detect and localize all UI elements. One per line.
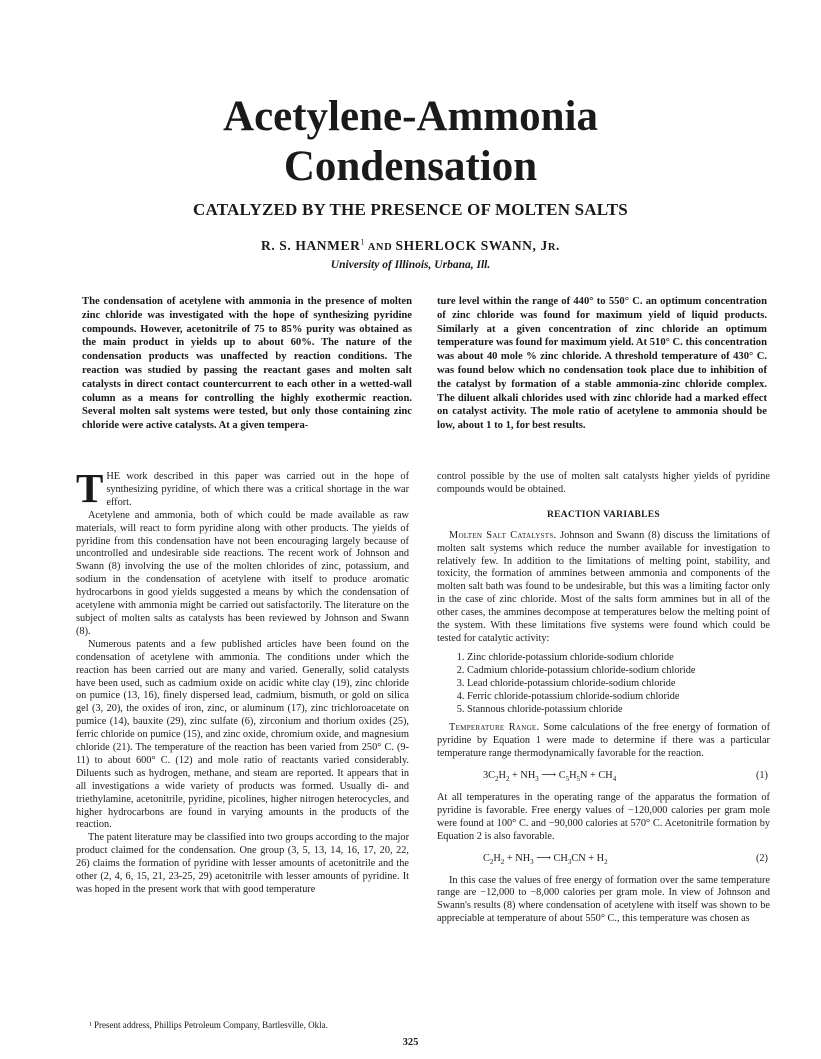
paragraph: At all temperatures in the operating range of the apparatus the formation of pyridine is favorable. Free energy values of −120,000 calories per gram mole were found at 100° C. and −90,000 calories at 570° C. Acetonitrile formation by Equation 2 is also favorable. <box>437 792 770 842</box>
list-item: 1. Zinc chloride-potassium chloride-sodium chloride <box>467 652 770 665</box>
equation-body: $C_2H_2 + NH_3$ ⟶ $CH_3CN + H_2$ <box>483 852 608 866</box>
abstract-left: The condensation of acetylene with ammonia in the presence of molten zinc chloride was investigated with the hope of synthesizing pyridine compounds. However, acetonitrile of 75 to 85% purity was obtained as the main product in yields up to about 60%. The nature of the condensation products was unaffected by reaction conditions. The reaction was studied by passing the reactant gases and molten salt catalysts in direct contact countercurrent to each other in a wetted-wall column as a means for controlling the highly exothermic reaction. Several molten salt systems were tested, but only those containing zinc chloride were active catalysts. At a given tempera- <box>82 296 412 432</box>
page-number: 325 <box>402 1037 419 1048</box>
author-2: SHERLOCK SWANN, J <box>395 238 548 253</box>
footnote-mark: 1 <box>360 237 366 247</box>
list-item: 4. Ferric chloride-potassium chloride-sodium chloride <box>467 691 770 704</box>
equation-body: $3C_2H_2 + NH_3$ ⟶ $C_5H_5N + CH_4$ <box>483 770 617 784</box>
footnote: ¹ Present address, Phillips Petroleum Company, Bartlesville, Okla. <box>89 1020 328 1030</box>
title-line-1: Acetylene-Ammonia <box>223 93 598 140</box>
drop-cap: T <box>76 465 104 511</box>
run-in-heading: Temperature Range. <box>449 722 540 734</box>
list-item: 5. Stannous chloride-potassium chloride <box>467 704 770 717</box>
author-2-end: . <box>556 238 561 253</box>
paragraph <box>76 465 409 511</box>
authors-and: AND <box>365 242 396 253</box>
affiliation: University of Illinois, Urbana, Ill. <box>330 259 491 271</box>
paragraph <box>437 722 770 761</box>
equation-number: (1) <box>755 770 768 782</box>
equation-2 <box>437 853 770 866</box>
body-column-left <box>76 465 409 897</box>
author-1-name: HANMER <box>295 238 361 253</box>
authors <box>0 238 821 254</box>
catalyst-list <box>437 652 770 717</box>
title-line-2: Condensation <box>283 143 538 190</box>
author-2-suffix: R <box>547 242 557 253</box>
author-1-initials: R. S. <box>260 238 296 253</box>
body-column-right <box>437 471 770 926</box>
paragraph <box>437 530 770 646</box>
run-in-heading: Molten Salt Catalysts. <box>449 529 557 541</box>
list-item: 3. Lead chloride-potassium chloride-sodium chloride <box>467 678 770 691</box>
paragraph: Numerous patents and a few published articles have been found on the condensation of acetylene with ammonia. The conditions under which the reaction has been carried out are many and varied. Generally, solid catalysts have been used, such as cadmium oxide on acidic white clay (19), zinc chloride on pumice (13, 16), finely dispersed lead, cadmium, bismuth, or gold on silica gel (3, 20), the oxides of iron, zinc, or aluminum (17), zinc trichloroacetate on pumice (14), bauxite (29), zinc sulfate (6), zirconium and thorium oxides (25), ferric chloride on pumice (15), and zinc oxide, chromium oxide, and magnesium chloride (21). The temperature of the reaction has been varied from 250° C. (9-11) to about 600° C. (12) and mole ratio of reactants varied considerably. Diluents such as hydrogen, methane, and steam are reported. It appears that in all investigations a wide variety of products was formed. Usually di- and triethylamine, acetonitrile, pyridine, picolines, higher nitrogen heterocycles, and higher hydrocarbons are found in varying amounts in the products of the reaction. <box>76 638 409 831</box>
subtitle: CATALYZED BY THE PRESENCE OF MOLTEN SALTS <box>193 200 628 219</box>
equation-1 <box>437 770 770 783</box>
list-item: 2. Cadmium chloride-potassium chloride-sodium chloride <box>467 665 770 678</box>
paragraph: Acetylene and ammonia, both of which could be made available as raw materials, will react to form pyridine along with other products. The yields of pyridine from this condensation have not been encouraging largely because of uncontrolled and undesirable side reactions. The recent work of Johnson and Swann (8) involving the use of the molten chlorides of zinc, potassium, and sodium in the condensation of acetylene with itself to produce aromatic hydrocarbons in good yields suggested a means by which the condensation of acetylene with ammonia might be carried out satisfactorily. The literature on the subject of molten salts as catalysts has been reviewed by Johnson and Swann (8). <box>76 509 409 637</box>
paragraph: In this case the values of free energy of formation over the same temperature range are −12,000 to −8,000 calories per gram mole. In view of Johnson and Swann's results (8) where condensation of acetylene with itself was shown to be appreciable at temperature of about 550° C., this temperature was chosen as <box>437 874 770 925</box>
section-heading: REACTION VARIABLES <box>546 509 660 520</box>
paragraph-text: Johnson and Swann (8) discuss the limitations of molten salt systems which reduce the number available for investigation to relatively few. In addition to the limitations of melting point, stability, and toxicity, the formation of ammines between ammonia and components of the molten salt bath was found to be undesirable, but this was a limiting factor only in the case of zinc chloride. Most of the salts form ammines but in all of the other cases, the ammines decompose at temperatures below the melting point of the system. With these limitations five systems were found which could be tested for catalytic activity: <box>437 529 770 644</box>
equation-number: (2) <box>755 852 768 864</box>
paragraph-text: HE work described in this paper was carried out in the hope of synthesizing pyridine, of which there was a critical shortage in the war effort. <box>106 471 409 508</box>
abstract-right: ture level within the range of 440° to 550° C. an optimum concentration of zinc chloride was found for maximum yield of liquid products. Similarly at a given concentration of zinc chloride an optimum temperature was found for maximum yield. At 510° C. this concentration was about 40 mole % zinc chloride. A threshold temperature of 430° C. was found below which no condensation took place due to inhibition of the catalyst by formation of a stable ammonia-zinc chloride complex. The diluent alkali chlorides used with zinc chloride had a marked effect on catalyst activity. The mole ratio of acetylene to ammonia should be low, about 1 to 1, for best results. <box>437 296 767 432</box>
paragraph: control possible by the use of molten salt catalysts higher yields of pyridine compounds would be obtained. <box>437 471 770 495</box>
paragraph: The patent literature may be classified into two groups according to the major product claimed for the condensation. One group (3, 5, 13, 14, 16, 17, 20, 22, 26) claims the formation of pyridine with lesser amounts of acetonitrile and the other (2, 4, 6, 15, 21, 23-25, 29) acetonitrile with lesser amounts of pyridine. It was hoped in the present work that with good temperature <box>76 832 409 895</box>
paragraph-text: Some calculations of the free energy of formation of pyridine by Equation 1 were made to determine if there was a particular temperature range thermodynamically favorable for the reaction. <box>437 722 770 760</box>
